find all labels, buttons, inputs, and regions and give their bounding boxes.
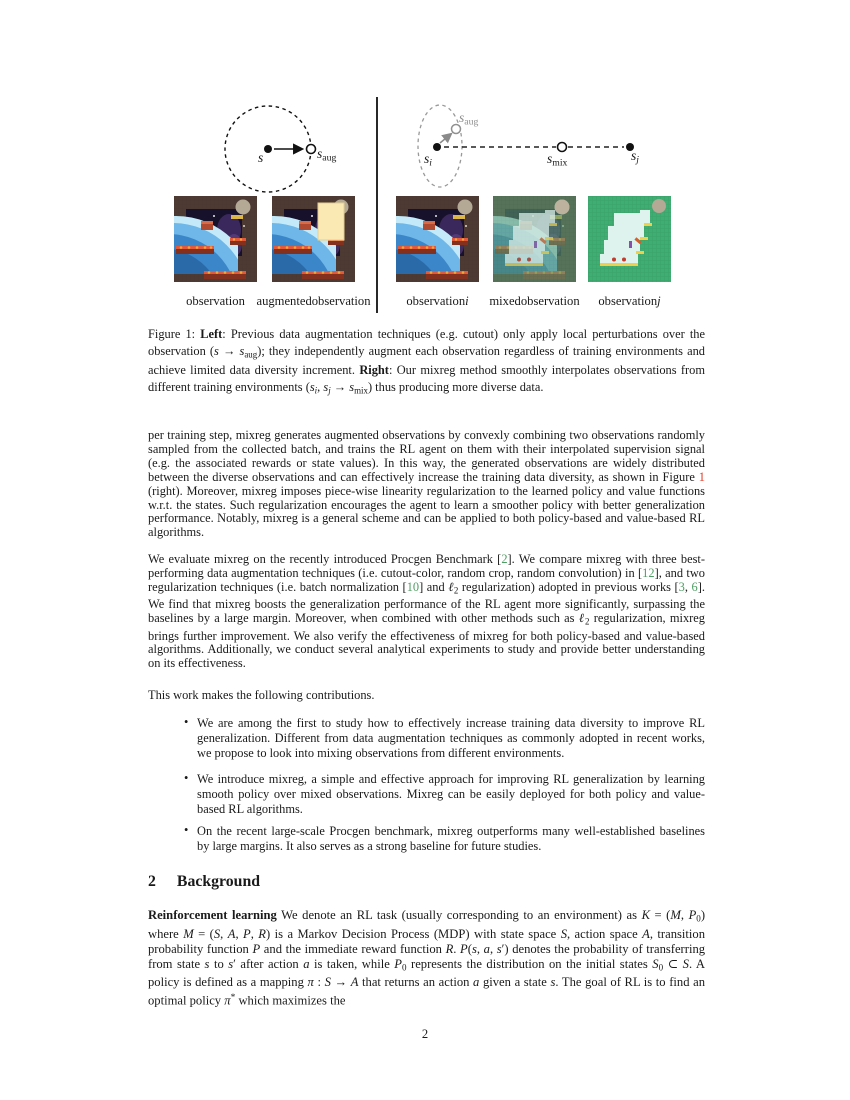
- contribution-bullet-3: [148, 824, 705, 854]
- gray-augment-arrow: [440, 134, 451, 143]
- state-saug-dot: [307, 145, 316, 154]
- cutout-patch: [318, 203, 344, 240]
- citation-link[interactable]: 6: [691, 579, 698, 594]
- contribution-bullet-1: [148, 716, 705, 762]
- bullet-marker: •: [184, 823, 189, 837]
- label-s-aug: $s_{aug}$: [317, 146, 337, 164]
- citation-link[interactable]: 10: [406, 579, 420, 594]
- figure-ref-link[interactable]: 1: [698, 469, 705, 484]
- citation-link[interactable]: 3: [678, 579, 685, 594]
- figure1-caption: Figure 1: Left: Previous data augmentation techniques (e.g. cutout) only apply local perturbations over the observation $(s \to s_{aug})$; they independently augment each observation regardless of training environments and achieve limited data diversity increment. Right: Our mixreg method smoothly interpolates observations from different training environments ($s_i$, $s_j \to s_{mix}$) thus producing more diverse data.: [148, 327, 706, 396]
- augmented-observation-image: [272, 196, 355, 282]
- observation-i-label: observation i: [406, 293, 469, 308]
- observation-image: [174, 196, 257, 282]
- citation-link[interactable]: 12: [642, 565, 655, 580]
- observation-j-label: observation j: [598, 293, 661, 308]
- bullet-marker: •: [184, 771, 189, 785]
- observation-j-image: [588, 196, 671, 282]
- observation-label: observation: [186, 293, 245, 308]
- mixed-observation-label: mixed observation: [489, 293, 580, 308]
- contribution-bullet-2: [148, 772, 705, 818]
- section-number: 2: [148, 873, 156, 890]
- section-title: Background: [176, 873, 261, 890]
- section-heading: [148, 873, 260, 891]
- page-number: 2: [421, 1027, 429, 1041]
- label-s-mix: $s_{mix}$: [547, 151, 568, 169]
- citation-link[interactable]: 2: [501, 552, 508, 566]
- augmented-observation-label: augmented observation: [256, 293, 371, 308]
- bullet-text: We are among the first to study how to effectively increase training data diversity to improve RL generalization. Different from data augmentation techniques as commonly adopted in recent works, we propose to look into mixing observations from different environments.: [197, 716, 705, 761]
- state-si-dot: [433, 143, 441, 151]
- state-smix-dot: [558, 143, 567, 152]
- label-s-aug-gray: $s_{aug}$: [459, 110, 479, 128]
- label-s-i: $s_i$: [424, 151, 432, 169]
- body-paragraph-1: per training step, mixreg generates augmented observations by convexly combining two observations randomly sampled from the collected batch, and trains the RL agent on them with their interpolated supervision signal (e.g. the associated rewards or state values). In this way, the generated observations are widely distributed between the diverse observations and can effectively increase the training data diversity, as shown in Figure 1 (right). Moreover, mixreg imposes piece-wise linearity regularization to the learned policy and value functions w.r.t. the states. Such regularization encourages the agent to learn a smoother policy with better generalization performance. Notably, mixreg is a general scheme and can be applied to both policy-based and value-based RL algorithms.: [148, 428, 705, 540]
- observation-i-image: [396, 196, 479, 282]
- bullet-text: We introduce mixreg, a simple and effective approach for improving RL generalization by learning smooth policy over mixed observations. Mixreg can be easily deployed for both policy and value-based RL algorithms.: [197, 772, 705, 817]
- label-s-j: $s_j$: [631, 148, 639, 166]
- background-paragraph: Reinforcement learning We denote an RL task (usually corresponding to an environment) as K = (M, $P_0$) where M = (S, A, P, R) is a Markov Decision Process (MDP) with state space S, action space A, transition probability function P and the immediate reward function R. P(s, a, s′) denotes the probability of transferring from state s to s′ after action a is taken, while $P_0$ represents the distribution on the initial states $S_0$ ⊂ S. A policy is defined as a mapping π : S → A that returns an action a given a state s. The goal of RL is to find an optimal policy π* which maximizes the: [148, 908, 706, 1007]
- mixed-observation-image: [493, 196, 576, 282]
- label-s: s: [258, 150, 264, 165]
- state-s-dot: [264, 145, 272, 153]
- contributions-intro: This work makes the following contributions.: [148, 688, 375, 702]
- body-paragraph-2: We evaluate mixreg on the recently introduced Procgen Benchmark [2]. We compare mixreg with three best-performing data augmentation techniques (i.e. cutout-color, random crop, random convolution) in [12], and two regularization techniques (i.e. batch normalization [10] and ℓ$_2$ regularization) adopted in previous works [3, 6]. We find that mixreg boosts the generalization performance of the RL agent more significantly, surpassing the baselines by a large margin. Moreover, when combined with other methods such as ℓ$_2$ regularization, mixreg brings further improvement. We also verify the effectiveness of mixreg for both policy-based and value-based algorithms. Additionally, we conduct several analytical experiments to study and provide better understanding on its effectiveness.: [148, 552, 705, 671]
- bullet-text: On the recent large-scale Procgen benchmark, mixreg outperforms many well-established baselines by large margins. It also serves as a strong baseline for future studies.: [197, 824, 705, 854]
- bullet-marker: •: [184, 715, 189, 729]
